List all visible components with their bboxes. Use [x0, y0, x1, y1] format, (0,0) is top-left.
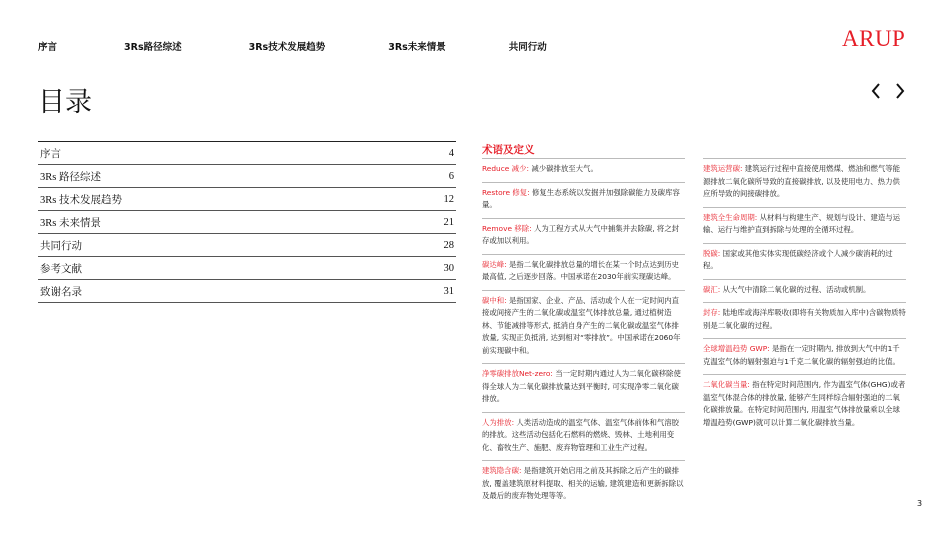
toc-page: 30 — [443, 262, 454, 274]
glossary-entry — [482, 254, 685, 290]
toc-page: 28 — [443, 239, 454, 251]
page-title: 目录 — [38, 87, 92, 118]
toc-page: 6 — [448, 170, 454, 182]
toc-label: 致谢名录 — [40, 286, 82, 298]
glossary-entry — [703, 243, 906, 279]
chevron-left-icon[interactable] — [870, 82, 882, 100]
toc-row-preface[interactable] — [38, 142, 456, 165]
toc-page: 31 — [443, 285, 454, 297]
glossary-definition: 从材料与构建生产、规划与设计、建造与运输、运行与维护直到拆除与处理的全循环过程。 — [703, 212, 901, 234]
glossary-term: 碳达峰: — [482, 259, 507, 269]
toc-row-3rs-scenarios[interactable] — [38, 211, 456, 234]
nav-item-3rs-overview[interactable]: 3Rs路径综述 — [124, 42, 182, 53]
toc-row-references[interactable] — [38, 257, 456, 280]
toc-row-3rs-trends[interactable] — [38, 188, 456, 211]
glossary-entry — [703, 279, 906, 303]
toc-label: 参考文献 — [40, 263, 82, 275]
arup-logo: ARUP — [842, 26, 906, 51]
nav-item-preface[interactable]: 序言 — [38, 42, 58, 53]
page-number: 3 — [917, 499, 923, 508]
glossary-entry — [482, 290, 685, 364]
glossary-column-2 — [703, 158, 906, 435]
glossary-entry — [482, 158, 685, 182]
glossary-entry — [482, 412, 685, 461]
toc-label: 3Rs 未来情景 — [40, 217, 101, 229]
glossary-definition: 是指二氧化碳排放总量的增长在某一个时点达到历史最高值, 之后逐步回落。中国承诺在2030年前实现碳达峰。 — [482, 259, 680, 281]
glossary-term: 脱碳: — [703, 248, 721, 258]
toc-page: 12 — [443, 193, 454, 205]
toc-row-acknowledgements[interactable] — [38, 280, 456, 303]
glossary-term: 碳汇: — [703, 284, 721, 294]
glossary-term: 全球增温趋势 GWP: — [703, 344, 770, 353]
glossary-definition: 修复生态系统以发掘并加强除碳能力及碳库容量。 — [482, 187, 680, 209]
glossary-definition: 建筑运行过程中直接使用燃煤、燃油和燃气等能源排放二氧化碳所导致的直接碳排放, 以及使用电力、热力供应所导致的间接碳排放。 — [703, 164, 901, 198]
glossary-term: 净零碳排放Net-zero: — [482, 369, 553, 378]
glossary-definition: 指在特定时间范围内, 作为温室气体(GHG)或者温室气体混合体的排放量, 能够产生同样综合辐射强迫的二氧化碳排放量。在特定时间范围内, 用温室气体排放量乘以全球增温趋势(GWP)就可以计算二氧化碳排放当量。 — [703, 380, 906, 427]
glossary-definition: 人为工程方式从大气中捕集并去除碳, 将之封存或加以利用。 — [482, 223, 680, 245]
glossary-entry — [482, 363, 685, 412]
toc-label: 共同行动 — [40, 240, 82, 252]
nav-item-3rs-trends[interactable]: 3Rs技术发展趋势 — [248, 42, 326, 53]
glossary-definition: 是指国家、企业、产品、活动或个人在一定时间内直接或间接产生的二氧化碳或温室气体排放总量, 通过植树造林、节能减排等形式, 抵消自身产生的二氧化碳或温室气体排放量, 实现正负抵消, 达到相对“零排放”。中国承诺在2060年前实现碳中和。 — [482, 295, 681, 355]
glossary-entry — [703, 338, 906, 374]
glossary-title: 术语及定义 — [482, 144, 535, 156]
chevron-right-icon[interactable] — [894, 82, 906, 100]
glossary-entry — [703, 207, 906, 243]
glossary-column-1 — [482, 158, 685, 509]
toc-page: 4 — [448, 147, 454, 159]
glossary-entry — [482, 460, 685, 509]
toc-row-joint-action[interactable] — [38, 234, 456, 257]
glossary-definition: 是指建筑开始启用之前及其拆除之后产生的碳排放, 覆盖建筑原材料提取、相关的运输, 建筑建造和更新拆除以及最后的废弃物处理等等。 — [482, 466, 684, 500]
toc-label: 序言 — [40, 148, 61, 160]
glossary-entry — [703, 302, 906, 338]
table-of-contents — [38, 141, 456, 303]
nav-item-joint-action[interactable]: 共同行动 — [508, 42, 547, 53]
glossary-entry — [482, 182, 685, 218]
glossary-term: 建筑全生命周期: — [703, 212, 758, 222]
toc-label: 3Rs 路径综述 — [40, 171, 101, 183]
glossary-definition: 从大气中清除二氧化碳的过程、活动或机制。 — [720, 284, 871, 294]
glossary-definition: 陆地库或海洋库吸收(即将有关物质加入库中)含碳物质特别是二氧化碳的过程。 — [703, 308, 906, 330]
glossary-entry — [703, 374, 906, 435]
glossary-term: 人为排放: — [482, 417, 515, 427]
glossary-definition: 当一定时期内通过人为二氧化碳移除使得全球人为二氧化碳排放量达到平衡时, 可实现净零二氧化碳排放。 — [482, 369, 681, 403]
glossary-definition: 国家或其他实体实现低碳经济或个人减少碳消耗的过程。 — [703, 248, 893, 270]
top-nav — [38, 39, 547, 53]
glossary-term: Restore 修复: — [482, 187, 530, 197]
glossary-term: 封存: — [703, 308, 721, 317]
glossary-term: 二氧化碳当量: — [703, 380, 750, 389]
glossary-term: Remove 移除: — [482, 223, 532, 233]
glossary-definition: 是指在一定时期内, 排放到大气中的1千克温室气体的辐射强迫与1千克二氧化碳的辐射强迫的比值。 — [703, 344, 900, 366]
glossary-term: 碳中和: — [482, 295, 507, 305]
glossary-entry — [703, 158, 906, 207]
glossary-term: 建筑隐含碳: — [482, 466, 522, 475]
glossary-definition: 人类活动造成的温室气体、温室气体前体和气溶胶的排放。这些活动包括化石燃料的燃烧、毁林、土地利用变化、畜牧生产、施肥、废弃物管理和工业生产过程。 — [482, 417, 680, 452]
page-navigation — [870, 82, 906, 100]
toc-row-3rs-overview[interactable] — [38, 165, 456, 188]
toc-label: 3Rs 技术发展趋势 — [40, 194, 122, 206]
nav-item-3rs-scenarios[interactable]: 3Rs未来情景 — [388, 42, 446, 53]
glossary-term: Reduce 减少: — [482, 164, 529, 173]
glossary-entry — [482, 218, 685, 254]
glossary-definition: 减少碳排放至大气。 — [528, 164, 598, 173]
toc-page: 21 — [443, 216, 454, 228]
glossary-term: 建筑运营碳: — [703, 164, 743, 173]
